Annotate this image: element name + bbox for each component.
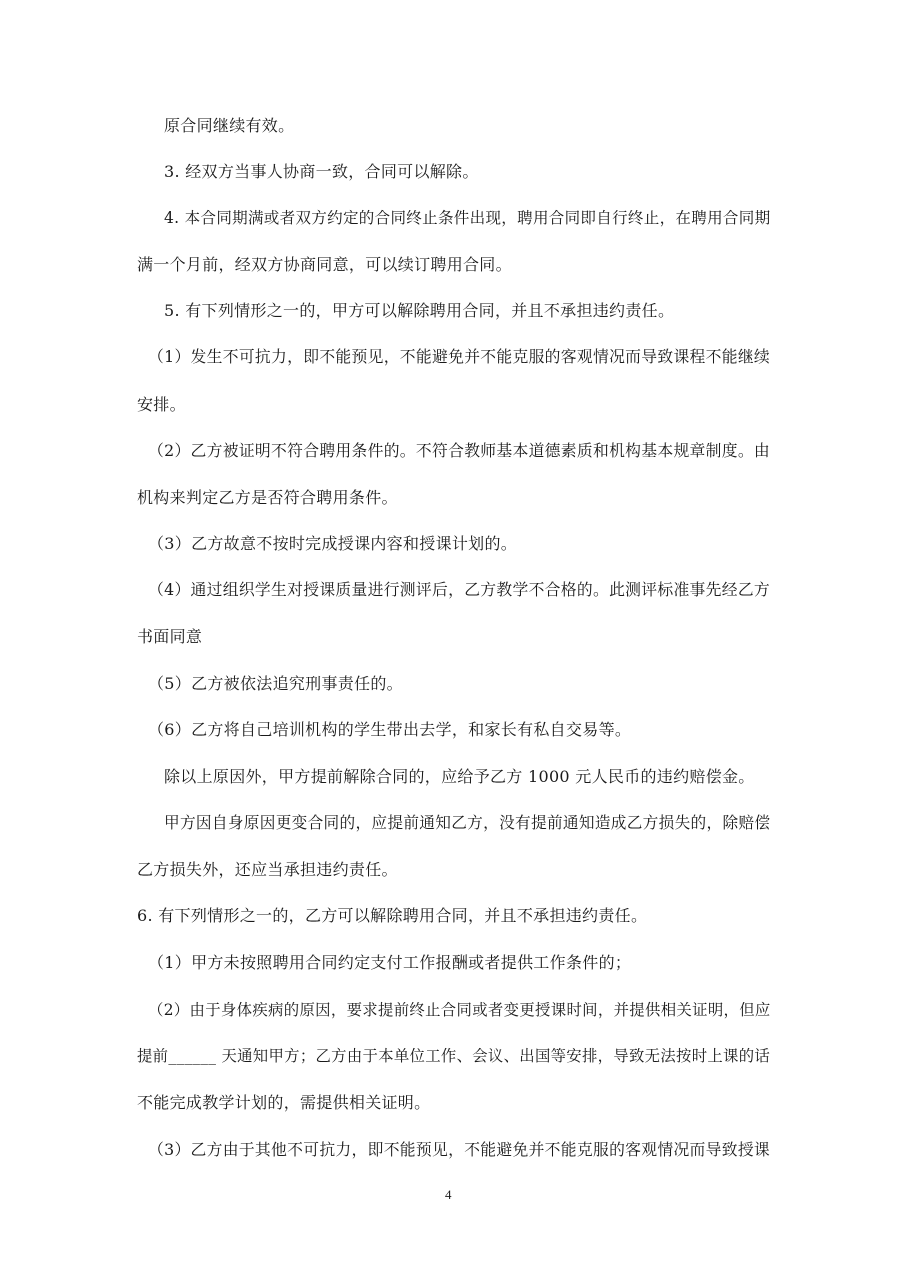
- text-line: 书面同意: [137, 627, 203, 646]
- text-line: 3. 经双方当事人协商一致，合同可以解除。: [164, 162, 479, 181]
- page-number: 4: [445, 1187, 452, 1202]
- text-line: （4）通过组织学生对授课质量进行测评后，乙方教学不合格的。此测评标准事先经乙方: [148, 580, 771, 599]
- text-line: （2）乙方被证明不符合聘用条件的。不符合教师基本道德素质和机构基本规章制度。由: [148, 441, 771, 460]
- text-line: 安排。: [137, 395, 186, 414]
- text-line: 5. 有下列情形之一的，甲方可以解除聘用合同，并且不承担违约责任。: [164, 301, 675, 320]
- text-line: （2）由于身体疾病的原因，要求提前终止合同或者变更授课时间，并提供相关证明，但应: [148, 1001, 771, 1019]
- text-line: （3）乙方故意不按时完成授课内容和授课计划的。: [148, 534, 518, 553]
- text-line: （6）乙方将自己培训机构的学生带出去学，和家长有私自交易等。: [148, 720, 632, 739]
- text-line: （5）乙方被依法追究刑事责任的。: [148, 674, 403, 693]
- text-line: 甲方因自身原因更变合同的，应提前通知乙方，没有提前通知造成乙方损失的，除赔偿: [164, 813, 771, 832]
- text-line: 提前______ 天通知甲方；乙方由于本单位工作、会议、出国等安排，导致无法按时上课的话: [137, 1047, 771, 1065]
- text-line: （3）乙方由于其他不可抗力，即不能预见，不能避免并不能克服的客观情况而导致授课: [148, 1140, 771, 1159]
- text-line: 4. 本合同期满或者双方约定的合同终止条件出现，聘用合同即自行终止，在聘用合同期: [164, 209, 771, 227]
- text-line: 机构来判定乙方是否符合聘用条件。: [137, 488, 398, 507]
- text-line: 不能完成教学计划的，需提供相关证明。: [137, 1093, 431, 1112]
- text-line: （1）甲方未按照聘用合同约定支付工作报酬或者提供工作条件的；: [148, 953, 632, 972]
- text-line: 6. 有下列情形之一的，乙方可以解除聘用合同，并且不承担违约责任。: [137, 906, 648, 925]
- text-line: 满一个月前，经双方协商同意，可以续订聘用合同。: [137, 255, 512, 274]
- text-line: 原合同继续有效。: [164, 116, 295, 135]
- text-line: 除以上原因外，甲方提前解除合同的，应给予乙方 1000 元人民币的违约赔偿金。: [164, 767, 755, 786]
- text-line: 乙方损失外，还应当承担违约责任。: [137, 860, 398, 879]
- text-line: （1）发生不可抗力，即不能预见，不能避免并不能克服的客观情况而导致课程不能继续: [148, 347, 771, 366]
